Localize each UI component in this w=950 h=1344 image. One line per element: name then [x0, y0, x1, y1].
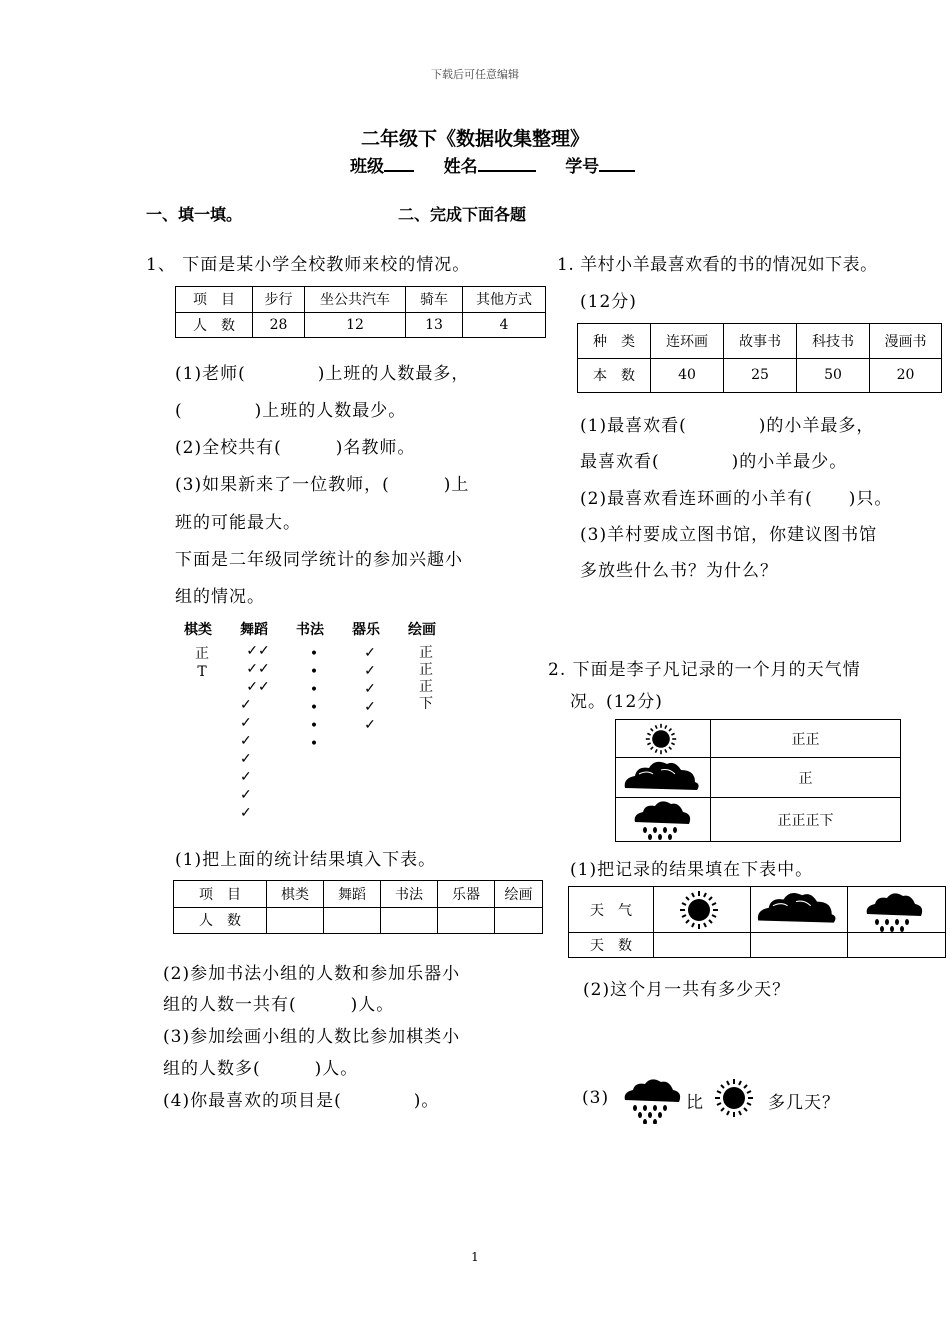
- answer-cell[interactable]: [324, 907, 381, 934]
- weather-icon-cell: [751, 887, 848, 933]
- weather-icon-cell: [848, 887, 946, 933]
- left-q2-part2a: (2)参加书法小组的人数和参加乐器小: [163, 964, 461, 984]
- tally-col-wudao: [236, 642, 280, 822]
- answer-cell[interactable]: [848, 933, 946, 958]
- left-q2-intro-a: 下面是二年级同学统计的参加兴趣小: [175, 550, 463, 570]
- table-row: [616, 758, 901, 798]
- weather-tally-cell: 正: [711, 758, 901, 798]
- table-cell: 13: [406, 312, 463, 338]
- book-preference-table: [577, 323, 942, 393]
- check-mark: ✓: [240, 769, 252, 785]
- check-mark: ✓: [364, 645, 376, 661]
- left-q2-part2b: 组的人数一共有( )人。: [163, 995, 395, 1015]
- number-label: 学号: [565, 157, 600, 177]
- table-cell: 20: [870, 358, 942, 393]
- weather-icon-cell: [616, 720, 711, 758]
- weather-record-table: [615, 719, 901, 842]
- table-row: [578, 324, 942, 359]
- table-header-cell: 绘画: [495, 881, 543, 908]
- table-header-cell: 项 目: [176, 287, 253, 313]
- check-mark: ✓: [240, 805, 252, 821]
- left-q2-part4: (4)你最喜欢的项目是( )。: [163, 1091, 440, 1111]
- table-cell: 人 数: [174, 907, 267, 934]
- dot-mark: •: [309, 646, 319, 662]
- tally-mark: 正: [419, 662, 433, 678]
- tally-mark: 下: [419, 696, 433, 712]
- table-header-cell: 故事书: [724, 324, 797, 359]
- right-q1-part3b: 多放些什么书？为什么？: [580, 561, 778, 581]
- tally-header-huihua: 绘画: [408, 622, 436, 638]
- tally-header-wudao: 舞蹈: [240, 622, 268, 638]
- check-mark: ✓: [240, 715, 252, 731]
- tally-header-qiyue: 器乐: [352, 622, 380, 638]
- tally-mark: T: [197, 664, 207, 680]
- cloud-icon: [616, 760, 706, 796]
- table-header-cell: 其他方式: [463, 287, 546, 313]
- right-q2-intro-a: 2. 下面是李子凡记录的一个月的天气情: [548, 660, 861, 680]
- cloud-icon: [751, 888, 841, 932]
- table-header-cell: 棋类: [267, 881, 324, 908]
- left-q1-part3b: 班的可能最大。: [175, 513, 301, 533]
- table-cell: 12: [305, 312, 406, 338]
- table-row: [578, 358, 942, 393]
- table-header-cell: 科技书: [797, 324, 870, 359]
- answer-cell[interactable]: [438, 907, 495, 934]
- student-info: [350, 152, 635, 177]
- page-title: 二年级下《数据收集整理》: [360, 128, 589, 150]
- left-q1-part1b: ( )上班的人数最少。: [175, 401, 407, 421]
- number-blank[interactable]: [599, 156, 635, 172]
- table-header-cell: 书法: [381, 881, 438, 908]
- table-row: [616, 798, 901, 842]
- check-mark: ✓: [240, 697, 252, 713]
- right-q1-part1b: 最喜欢看( )的小羊最少。: [580, 452, 848, 472]
- dot-mark: •: [309, 664, 319, 680]
- rain-icon: [616, 1074, 686, 1124]
- tally-header-qilei: 棋类: [184, 622, 212, 638]
- name-label: 姓名: [443, 157, 478, 177]
- table-row: [176, 312, 546, 338]
- left-q1-part1a: (1)老师( )上班的人数最多，: [175, 364, 470, 384]
- header-note: 下载后可任意编辑: [431, 68, 519, 81]
- q3-suffix: 多几天？: [768, 1093, 840, 1113]
- table-header-cell: 漫画书: [870, 324, 942, 359]
- weather-icon-cell: [616, 758, 711, 798]
- q3-prefix: (3): [582, 1088, 610, 1108]
- answer-cell[interactable]: [267, 907, 324, 934]
- section-1-heading: 一、填一填。: [146, 205, 243, 224]
- weather-days-table: [568, 886, 946, 958]
- table-header-cell: 坐公共汽车: [305, 287, 406, 313]
- tally-mark: 正: [419, 679, 433, 695]
- dot-mark: •: [309, 700, 319, 716]
- left-q2-part3b: 组的人数多( )人。: [163, 1059, 359, 1079]
- table-row: [174, 881, 543, 908]
- check-mark: ✓: [240, 733, 252, 749]
- table-cell: 50: [797, 358, 870, 393]
- sun-icon: [710, 1074, 758, 1122]
- table-cell: 人 数: [176, 312, 253, 338]
- table-header-cell: 种 类: [578, 324, 651, 359]
- table-row: [616, 720, 901, 758]
- table-row: [176, 287, 546, 313]
- check-mark: ✓✓: [246, 643, 270, 659]
- name-blank[interactable]: [478, 156, 536, 172]
- check-mark: ✓: [364, 717, 376, 733]
- table-header-cell: 天 气: [569, 887, 654, 933]
- check-mark: ✓: [240, 751, 252, 767]
- answer-cell[interactable]: [381, 907, 438, 934]
- right-q1-part2: (2)最喜欢看连环画的小羊有( )只。: [580, 489, 893, 509]
- left-q1-part3a: (3)如果新来了一位教师，( )上: [175, 475, 470, 495]
- right-q1-intro-b: (12分): [580, 292, 637, 312]
- class-blank[interactable]: [384, 156, 414, 172]
- interest-group-table: [173, 880, 543, 934]
- tally-mark: 正: [195, 646, 209, 662]
- tally-col-qiyue: [358, 644, 382, 734]
- check-mark: ✓✓: [246, 661, 270, 677]
- table-cell: 25: [724, 358, 797, 393]
- dot-mark: •: [309, 682, 319, 698]
- section-2-heading: 二、完成下面各题: [398, 205, 527, 224]
- teacher-commute-table: [175, 286, 546, 338]
- weather-icon-cell: [654, 887, 751, 933]
- check-mark: ✓✓: [246, 679, 270, 695]
- left-q2-intro-b: 组的情况。: [175, 587, 265, 607]
- answer-cell[interactable]: [654, 933, 751, 958]
- table-header-cell: 项 目: [174, 881, 267, 908]
- check-mark: ✓: [364, 663, 376, 679]
- rain-icon: [848, 888, 938, 932]
- weather-icon-cell: [616, 798, 711, 842]
- left-q1-part2: (2)全校共有( )名教师。: [175, 438, 416, 458]
- rain-icon: [616, 800, 706, 840]
- left-q2-part1: (1)把上面的统计结果填入下表。: [175, 850, 437, 870]
- answer-cell[interactable]: [751, 933, 848, 958]
- right-q1-part1a: (1)最喜欢看( )的小羊最多，: [580, 416, 875, 436]
- right-q1-intro-a: 1. 羊村小羊最喜欢看的书的情况如下表。: [557, 255, 878, 275]
- tally-col-huihua: [414, 645, 438, 713]
- table-header-cell: 舞蹈: [324, 881, 381, 908]
- right-q1-part3a: (3)羊村要成立图书馆，你建议图书馆: [580, 525, 878, 545]
- check-mark: ✓: [240, 787, 252, 803]
- table-header-cell: 连环画: [651, 324, 724, 359]
- right-q2-part1: (1)把记录的结果填在下表中。: [570, 860, 814, 880]
- tally-mark: 正: [419, 645, 433, 661]
- right-q2-part3: [582, 1072, 862, 1124]
- table-cell: 4: [463, 312, 546, 338]
- dot-mark: •: [309, 736, 319, 752]
- tally-header-shufa: 书法: [296, 622, 324, 638]
- left-q1-intro: 1、 下面是某小学全校教师来校的情况。: [146, 255, 471, 275]
- table-cell: 28: [253, 312, 305, 338]
- table-cell: 本 数: [578, 358, 651, 393]
- dot-mark: •: [309, 718, 319, 734]
- q3-compare-word: 比: [686, 1093, 704, 1113]
- class-label: 班级: [350, 157, 384, 177]
- right-q2-part2: (2)这个月一共有多少天？: [583, 980, 791, 1000]
- table-cell: 40: [651, 358, 724, 393]
- table-header-cell: 天 数: [569, 933, 654, 958]
- tally-col-qilei: [190, 645, 214, 681]
- check-mark: ✓: [364, 681, 376, 697]
- weather-tally-cell: 正正正下: [711, 798, 901, 842]
- table-row: [174, 907, 543, 934]
- answer-cell[interactable]: [495, 907, 543, 934]
- tally-col-shufa: [304, 645, 324, 753]
- right-q2-intro-b: 况。(12分): [570, 692, 663, 712]
- table-header-cell: 骑车: [406, 287, 463, 313]
- page-number: 1: [471, 1250, 479, 1264]
- sun-icon: [616, 721, 706, 757]
- table-header-cell: 步行: [253, 287, 305, 313]
- table-row: [569, 933, 946, 958]
- table-row: [569, 887, 946, 933]
- weather-tally-cell: 正正: [711, 720, 901, 758]
- table-header-cell: 乐器: [438, 881, 495, 908]
- sun-icon: [654, 888, 744, 932]
- left-q2-part3a: (3)参加绘画小组的人数比参加棋类小: [163, 1027, 461, 1047]
- check-mark: ✓: [364, 699, 376, 715]
